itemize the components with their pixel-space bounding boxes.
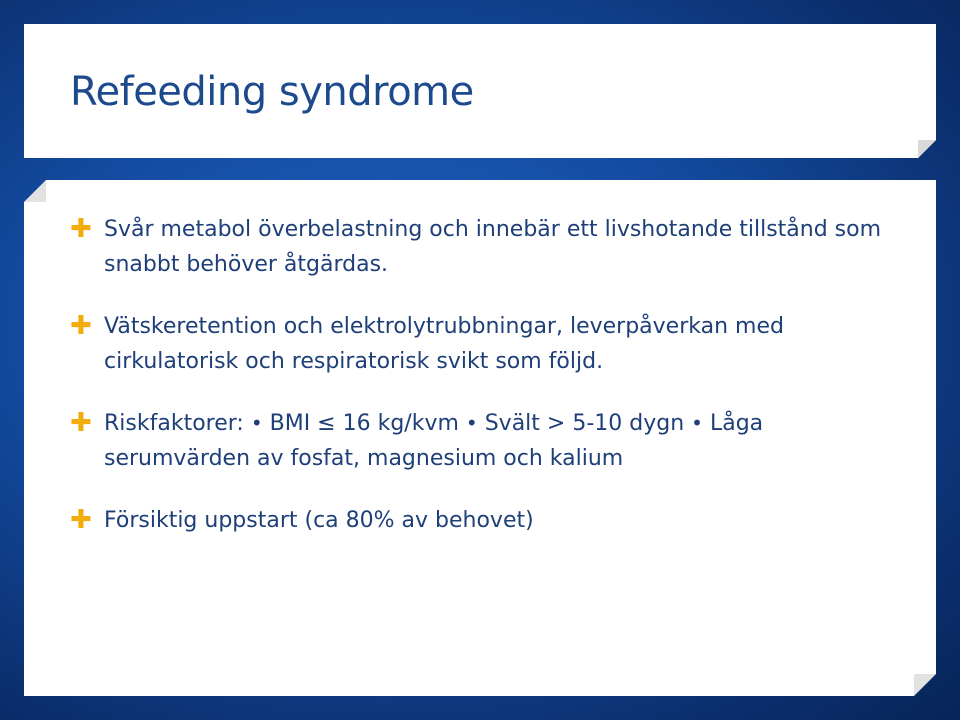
risk-factors-label: Riskfaktorer: <box>104 411 244 436</box>
bullet-item <box>70 212 900 282</box>
plus-icon: ✚ <box>70 214 92 244</box>
bullet-text: Försiktig uppstart (ca 80% av behovet) <box>104 508 534 533</box>
separator-dot: • <box>691 411 703 435</box>
bullet-item <box>70 503 900 538</box>
bullet-item <box>70 406 900 476</box>
bullet-text: Vätskeretention och elektrolytrubbningar, leverpåverkan med cirkulatorisk och respiratorisk svikt som följd. <box>104 314 784 374</box>
separator-dot: • <box>465 411 478 435</box>
plus-icon: ✚ <box>70 311 92 341</box>
bullet-text: Svår metabol överbelastning och innebär ett livshotande tillstånd som snabbt behöver åtgärdas. <box>104 217 882 277</box>
risk-factor-bmi: BMI ≤ 16 kg/kvm <box>269 411 459 436</box>
risk-factor-serum-levels: Låga serumvärden av fosfat, magnesium och kalium <box>104 411 764 471</box>
plus-icon: ✚ <box>70 408 92 438</box>
plus-icon: ✚ <box>70 505 92 535</box>
separator-dot: • <box>250 411 263 435</box>
risk-factor-starvation: Svält > 5-10 dygn <box>484 411 685 436</box>
slide-title: Refeeding syndrome <box>70 69 474 115</box>
bullet-item <box>70 309 900 379</box>
bullet-list <box>70 212 900 565</box>
